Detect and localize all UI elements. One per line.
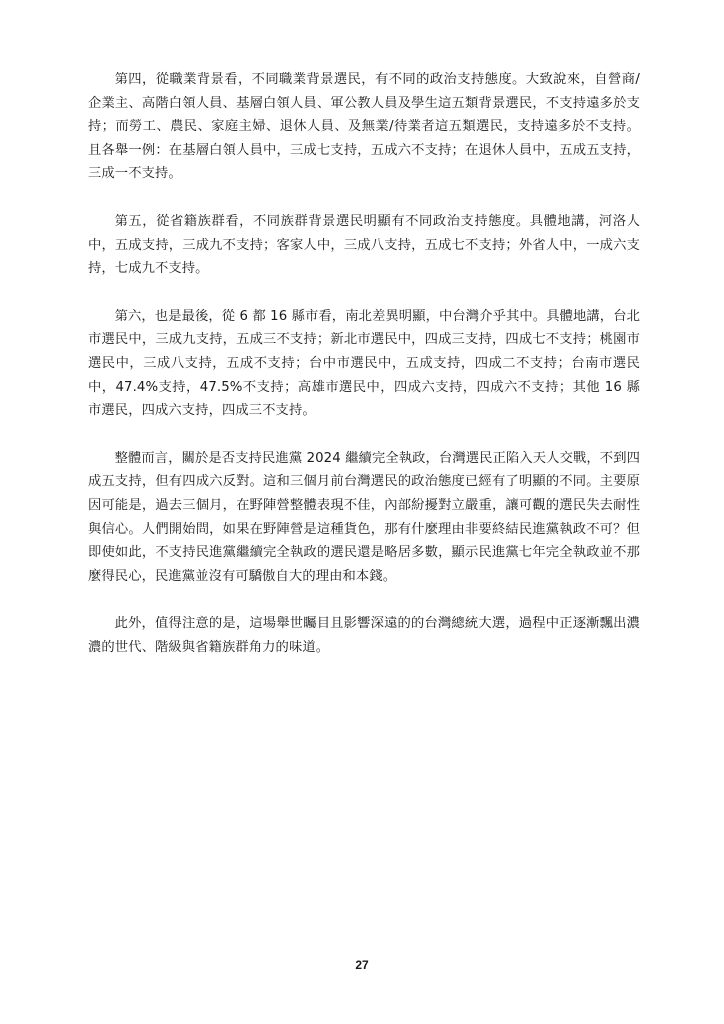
paragraph-occupation: 第四，從職業背景看，不同職業背景選民，有不同的政治支持態度。大致說來，自營商/企業主、高階白領人員、基層白領人員、軍公教人員及學生這五類背景選民，不支持遠多於支持；而勞工、農民、家庭主婦、退休人員、及無業/待業者這五類選民，支持遠多於不支持。且各舉一例：在基層白領人員中，三成七支持，五成六不支持；在退休人員中，五成五支持，三成一不支持。 [88, 72, 640, 182]
paragraph-region: 第六，也是最後，從 6 都 16 縣市看，南北差異明顯，中台灣介乎其中。具體地講，台北市選民中，三成九支持，五成三不支持；新北市選民中，四成三支持，四成七不支持；桃園市選民中，三成八支持，五成不支持；台中市選民中，五成支持，四成二不支持；台南市選民中，47.4%支持，47.5%不支持；高雄市選民中，四成六支持，四成六不支持；其他 16 縣市選民，四成六支持，四成三不支持。 [88, 308, 640, 419]
paragraph-additional: 此外，值得注意的是，這場舉世矚目且影響深遠的的台灣總統大選，過程中正逐漸飄出濃濃的世代、階級與省籍族群角力的味道。 [88, 616, 640, 655]
page-number: 27 [355, 958, 369, 972]
document-body [88, 68, 640, 683]
paragraph-overall: 整體而言，關於是否支持民進黨 2024 繼續完全執政，台灣選民正陷入天人交戰，不到四成五支持，但有四成六反對。這和三個月前台灣選民的政治態度已經有了明顯的不同。主要原因可能是，過去三個月，在野陣營整體表現不佳，內部紛擾對立嚴重，讓可觀的選民失去耐性與信心。人們開始問，如果在野陣營是這種貨色，那有什麼理由非要終結民進黨執政不可？但即使如此，不支持民進黨繼續完全執政的選民還是略居多數，顯示民進黨七年完全執政並不那麼得民心，民進黨並沒有可驕傲自大的理由和本錢。 [88, 450, 640, 584]
paragraph-ethnicity: 第五，從省籍族群看，不同族群背景選民明顯有不同政治支持態度。具體地講，河洛人中，五成支持，三成九不支持；客家人中，三成八支持，五成七不支持；外省人中，一成六支持，七成九不支持。 [88, 213, 640, 277]
